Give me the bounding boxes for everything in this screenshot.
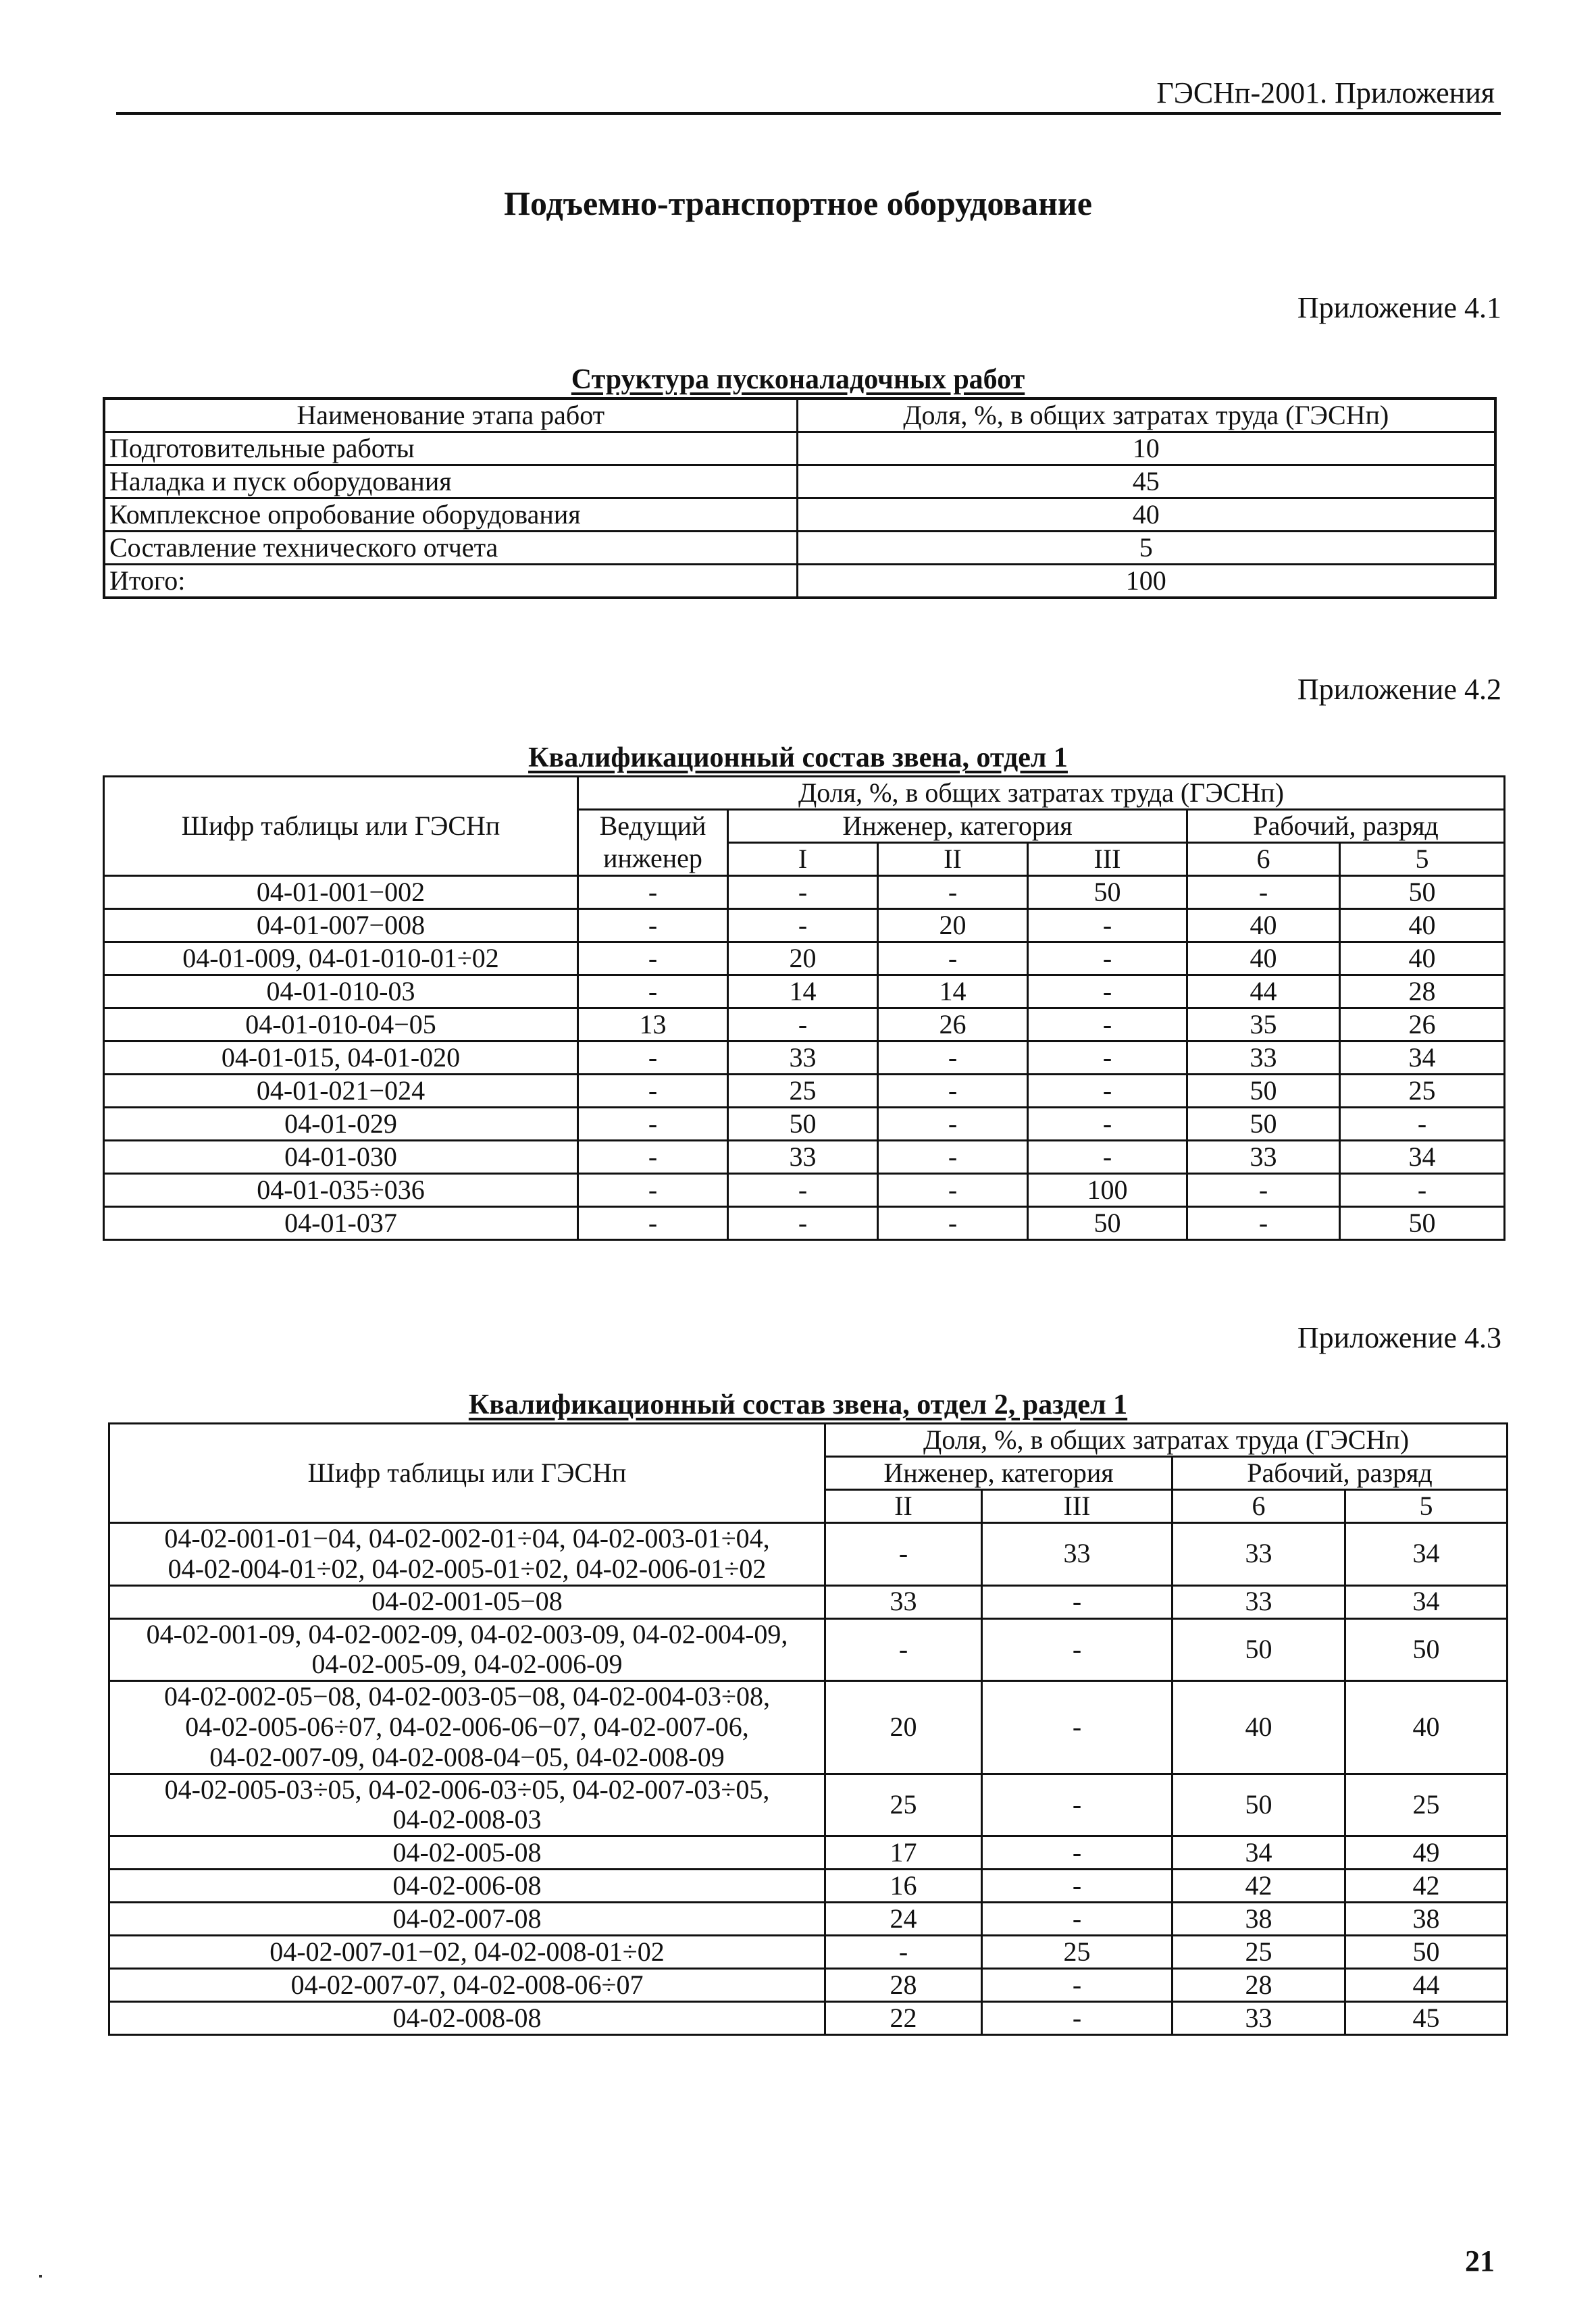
table-row bbox=[104, 565, 1495, 598]
value-cell: - bbox=[878, 876, 1028, 909]
value-cell: - bbox=[878, 942, 1028, 975]
header-cell: 5 bbox=[1340, 843, 1505, 876]
code-cell bbox=[109, 1774, 825, 1836]
table-caption-4-1: Структура пусконаладочных работ bbox=[571, 364, 1025, 395]
value-cell: - bbox=[1187, 876, 1340, 909]
value-cell: 50 bbox=[1340, 876, 1505, 909]
value-cell: 35 bbox=[1187, 1008, 1340, 1042]
value-cell: - bbox=[982, 1585, 1173, 1618]
value-cell: 17 bbox=[825, 1836, 982, 1870]
value-cell: - bbox=[982, 1870, 1173, 1903]
value-cell: 25 bbox=[1173, 1936, 1345, 1969]
value-cell: 40 bbox=[1173, 1681, 1345, 1774]
header-cell: инженер bbox=[578, 843, 728, 876]
value-cell: - bbox=[578, 909, 728, 942]
code-line: 04-02-007-09, 04-02-008-04−05, 04-02-008-09 bbox=[209, 1741, 725, 1772]
value-cell: 40 bbox=[1340, 909, 1505, 942]
header-cell: Доля, %, в общих затратах труда (ГЭСНп) bbox=[825, 1424, 1508, 1457]
code-line: 04-02-007-08 bbox=[392, 1903, 542, 1934]
header-cell: Рабочий, разряд bbox=[1187, 810, 1505, 843]
code-cell: 04-01-007−008 bbox=[104, 909, 578, 942]
value-cell: - bbox=[982, 1903, 1173, 1936]
value-cell: - bbox=[578, 876, 728, 909]
value-cell: 26 bbox=[1340, 1008, 1505, 1042]
value-cell: 50 bbox=[1340, 1207, 1505, 1240]
value-cell: 25 bbox=[728, 1075, 878, 1108]
value-cell: 44 bbox=[1187, 975, 1340, 1008]
value-cell: - bbox=[1028, 1141, 1187, 1174]
table-header-row bbox=[109, 1424, 1508, 1457]
value-cell: 33 bbox=[728, 1042, 878, 1075]
code-line: 04-02-005-06÷07, 04-02-006-06−07, 04-02-007-06, bbox=[185, 1711, 749, 1742]
value-cell: - bbox=[878, 1141, 1028, 1174]
appendix-label-4-1: Приложение 4.1 bbox=[1297, 291, 1501, 324]
table-row bbox=[104, 1075, 1505, 1108]
table-row bbox=[104, 975, 1505, 1008]
table-4-1 bbox=[103, 397, 1497, 599]
code-line: 04-02-008-03 bbox=[392, 1804, 542, 1835]
code-cell bbox=[109, 1681, 825, 1774]
value-cell: 28 bbox=[825, 1969, 982, 2002]
value-cell: - bbox=[1187, 1207, 1340, 1240]
value-cell: - bbox=[878, 1108, 1028, 1141]
header-cell: Рабочий, разряд bbox=[1173, 1457, 1508, 1490]
header-cell: II bbox=[825, 1490, 982, 1523]
table-row bbox=[109, 1618, 1508, 1681]
value-cell: - bbox=[728, 876, 878, 909]
value-cell: - bbox=[1340, 1174, 1505, 1207]
value-cell: 42 bbox=[1173, 1870, 1345, 1903]
table-row bbox=[109, 1836, 1508, 1870]
value-cell: - bbox=[982, 1969, 1173, 2002]
code-line: 04-02-005-08 bbox=[392, 1836, 542, 1868]
value-cell: - bbox=[982, 1836, 1173, 1870]
code-cell: 04-01-010-04−05 bbox=[104, 1008, 578, 1042]
value-cell: 26 bbox=[878, 1008, 1028, 1042]
value-cell: 20 bbox=[728, 942, 878, 975]
value-cell: - bbox=[878, 1042, 1028, 1075]
value-cell: - bbox=[1340, 1108, 1505, 1141]
value-cell: - bbox=[825, 1523, 982, 1586]
header-cell: II bbox=[878, 843, 1028, 876]
value-cell: - bbox=[982, 1681, 1173, 1774]
code-cell: 04-01-029 bbox=[104, 1108, 578, 1141]
value-cell: 20 bbox=[878, 909, 1028, 942]
value-cell: 50 bbox=[1028, 1207, 1187, 1240]
value-cell: - bbox=[1187, 1174, 1340, 1207]
stage-name-cell: Наладка и пуск оборудования bbox=[104, 465, 797, 498]
header-cell: Доля, %, в общих затратах труда (ГЭСНп) bbox=[578, 777, 1505, 810]
value-cell: 44 bbox=[1345, 1969, 1508, 2002]
value-cell: 50 bbox=[1187, 1075, 1340, 1108]
table-row bbox=[109, 1523, 1508, 1586]
value-cell: 50 bbox=[1187, 1108, 1340, 1141]
value-cell: 14 bbox=[728, 975, 878, 1008]
table-row bbox=[109, 1936, 1508, 1969]
value-cell: 49 bbox=[1345, 1836, 1508, 1870]
value-cell: 38 bbox=[1345, 1903, 1508, 1936]
value-cell: 24 bbox=[825, 1903, 982, 1936]
value-cell: 50 bbox=[1173, 1774, 1345, 1836]
share-cell: 5 bbox=[797, 532, 1495, 565]
value-cell: 14 bbox=[878, 975, 1028, 1008]
value-cell: - bbox=[1028, 975, 1187, 1008]
header-cell: III bbox=[1028, 843, 1187, 876]
value-cell: 25 bbox=[982, 1936, 1173, 1969]
table-caption-4-3: Квалификационный состав звена, отдел 2, раздел 1 bbox=[468, 1389, 1128, 1420]
table-row bbox=[104, 942, 1505, 975]
header-rule bbox=[116, 112, 1501, 115]
appendix-label-4-2: Приложение 4.2 bbox=[1297, 673, 1501, 706]
code-line: 04-02-001-01−04, 04-02-002-01÷04, 04-02-003-01÷04, bbox=[164, 1523, 770, 1553]
value-cell: - bbox=[578, 1174, 728, 1207]
value-cell: 34 bbox=[1340, 1141, 1505, 1174]
code-cell bbox=[109, 1618, 825, 1681]
value-cell: - bbox=[1028, 1075, 1187, 1108]
header-cell: Шифр таблицы или ГЭСНп bbox=[104, 777, 578, 876]
code-line: 04-02-008-08 bbox=[392, 2002, 542, 2033]
table-row bbox=[104, 1141, 1505, 1174]
code-cell: 04-01-021−024 bbox=[104, 1075, 578, 1108]
value-cell: 25 bbox=[825, 1774, 982, 1836]
header-cell: Ведущий bbox=[578, 810, 728, 843]
code-line: 04-02-005-09, 04-02-006-09 bbox=[311, 1649, 623, 1680]
header-cell: Шифр таблицы или ГЭСНп bbox=[109, 1424, 825, 1523]
code-cell bbox=[109, 1523, 825, 1586]
code-cell: 04-01-010-03 bbox=[104, 975, 578, 1008]
code-line: 04-02-004-01÷02, 04-02-005-01÷02, 04-02-006-01÷02 bbox=[168, 1553, 767, 1584]
value-cell: 40 bbox=[1340, 942, 1505, 975]
code-cell: 04-01-035÷036 bbox=[104, 1174, 578, 1207]
value-cell: 40 bbox=[1345, 1681, 1508, 1774]
code-line: 04-02-001-09, 04-02-002-09, 04-02-003-09, 04-02-004-09, bbox=[146, 1618, 788, 1649]
value-cell: - bbox=[578, 1075, 728, 1108]
value-cell: - bbox=[825, 1618, 982, 1681]
stage-name-cell: Подготовительные работы bbox=[104, 432, 797, 465]
value-cell: - bbox=[728, 1008, 878, 1042]
value-cell: - bbox=[1028, 1042, 1187, 1075]
value-cell: - bbox=[728, 1174, 878, 1207]
table-row bbox=[104, 1174, 1505, 1207]
value-cell: - bbox=[1028, 1108, 1187, 1141]
table-row bbox=[109, 1870, 1508, 1903]
header-cell: Наименование этапа работ bbox=[104, 398, 797, 432]
value-cell: 33 bbox=[728, 1141, 878, 1174]
code-cell bbox=[109, 2002, 825, 2035]
value-cell: 33 bbox=[1173, 1523, 1345, 1586]
value-cell: 33 bbox=[1187, 1141, 1340, 1174]
value-cell: - bbox=[578, 1141, 728, 1174]
value-cell: - bbox=[728, 1207, 878, 1240]
value-cell: 33 bbox=[982, 1523, 1173, 1586]
header-cell: I bbox=[728, 843, 878, 876]
value-cell: 28 bbox=[1340, 975, 1505, 1008]
value-cell: 20 bbox=[825, 1681, 982, 1774]
table-row bbox=[104, 909, 1505, 942]
stage-name-cell: Составление технического отчета bbox=[104, 532, 797, 565]
value-cell: 40 bbox=[1187, 909, 1340, 942]
section-title: Подъемно-транспортное оборудование bbox=[504, 184, 1092, 222]
table-row bbox=[109, 1903, 1508, 1936]
code-cell: 04-01-030 bbox=[104, 1141, 578, 1174]
value-cell: - bbox=[1028, 909, 1187, 942]
table-row bbox=[104, 1207, 1505, 1240]
value-cell: 22 bbox=[825, 2002, 982, 2035]
code-line: 04-02-002-05−08, 04-02-003-05−08, 04-02-004-03÷08, bbox=[164, 1681, 770, 1712]
table-row bbox=[104, 532, 1495, 565]
value-cell: 33 bbox=[1173, 2002, 1345, 2035]
value-cell: 40 bbox=[1187, 942, 1340, 975]
share-cell: 10 bbox=[797, 432, 1495, 465]
scan-speck bbox=[39, 2275, 42, 2278]
code-line: 04-02-007-01−02, 04-02-008-01÷02 bbox=[269, 1936, 665, 1967]
header-cell: III bbox=[982, 1490, 1173, 1523]
value-cell: 33 bbox=[1187, 1042, 1340, 1075]
value-cell: - bbox=[728, 909, 878, 942]
share-cell: 100 bbox=[797, 565, 1495, 598]
table-4-2 bbox=[103, 775, 1505, 1241]
share-cell: 40 bbox=[797, 498, 1495, 532]
header-cell: Доля, %, в общих затратах труда (ГЭСНп) bbox=[797, 398, 1495, 432]
value-cell: 50 bbox=[1345, 1618, 1508, 1681]
value-cell: - bbox=[878, 1174, 1028, 1207]
code-cell bbox=[109, 1870, 825, 1903]
running-header: ГЭСНп-2001. Приложения bbox=[1156, 76, 1495, 109]
table-row bbox=[104, 1008, 1505, 1042]
header-cell: 5 bbox=[1345, 1490, 1508, 1523]
value-cell: 100 bbox=[1028, 1174, 1187, 1207]
table-row bbox=[109, 1585, 1508, 1618]
code-line: 04-02-005-03÷05, 04-02-006-03÷05, 04-02-007-03÷05, bbox=[164, 1774, 770, 1805]
value-cell: 16 bbox=[825, 1870, 982, 1903]
value-cell: 50 bbox=[728, 1108, 878, 1141]
value-cell: - bbox=[578, 1108, 728, 1141]
value-cell: - bbox=[1028, 942, 1187, 975]
value-cell: 13 bbox=[578, 1008, 728, 1042]
code-cell bbox=[109, 1969, 825, 2002]
code-cell bbox=[109, 1836, 825, 1870]
code-cell bbox=[109, 1903, 825, 1936]
value-cell: - bbox=[578, 1207, 728, 1240]
table-header-row bbox=[104, 398, 1495, 432]
value-cell: 50 bbox=[1173, 1618, 1345, 1681]
value-cell: 33 bbox=[825, 1585, 982, 1618]
header-cell: Инженер, категория bbox=[825, 1457, 1173, 1490]
code-line: 04-02-007-07, 04-02-008-06÷07 bbox=[290, 1969, 644, 2000]
header-cell: Инженер, категория bbox=[728, 810, 1187, 843]
value-cell: - bbox=[578, 942, 728, 975]
value-cell: - bbox=[878, 1207, 1028, 1240]
code-cell: 04-01-037 bbox=[104, 1207, 578, 1240]
table-row bbox=[109, 1969, 1508, 2002]
code-cell: 04-01-001−002 bbox=[104, 876, 578, 909]
value-cell: - bbox=[578, 975, 728, 1008]
code-cell: 04-01-009, 04-01-010-01÷02 bbox=[104, 942, 578, 975]
table-row bbox=[104, 876, 1505, 909]
table-row bbox=[104, 465, 1495, 498]
table-4-3 bbox=[108, 1422, 1508, 2036]
table-header-row bbox=[104, 777, 1505, 810]
table-row bbox=[104, 1108, 1505, 1141]
code-line: 04-02-001-05−08 bbox=[371, 1586, 563, 1617]
appendix-label-4-3: Приложение 4.3 bbox=[1297, 1321, 1501, 1354]
value-cell: 33 bbox=[1173, 1585, 1345, 1618]
value-cell: 25 bbox=[1345, 1774, 1508, 1836]
table-row bbox=[104, 432, 1495, 465]
value-cell: - bbox=[578, 1042, 728, 1075]
value-cell: - bbox=[878, 1075, 1028, 1108]
value-cell: 34 bbox=[1340, 1042, 1505, 1075]
share-cell: 45 bbox=[797, 465, 1495, 498]
value-cell: 34 bbox=[1345, 1585, 1508, 1618]
table-row bbox=[109, 1774, 1508, 1836]
value-cell: 34 bbox=[1173, 1836, 1345, 1870]
code-line: 04-02-006-08 bbox=[392, 1870, 542, 1901]
value-cell: - bbox=[1028, 1008, 1187, 1042]
value-cell: 28 bbox=[1173, 1969, 1345, 2002]
header-cell: 6 bbox=[1173, 1490, 1345, 1523]
stage-name-cell: Комплексное опробование оборудования bbox=[104, 498, 797, 532]
value-cell: 34 bbox=[1345, 1523, 1508, 1586]
value-cell: - bbox=[982, 2002, 1173, 2035]
table-row bbox=[104, 498, 1495, 532]
value-cell: 42 bbox=[1345, 1870, 1508, 1903]
code-cell bbox=[109, 1936, 825, 1969]
table-row bbox=[109, 2002, 1508, 2035]
table-row bbox=[104, 1042, 1505, 1075]
value-cell: 45 bbox=[1345, 2002, 1508, 2035]
value-cell: 50 bbox=[1345, 1936, 1508, 1969]
value-cell: - bbox=[825, 1936, 982, 1969]
table-caption-4-2: Квалификационный состав звена, отдел 1 bbox=[528, 742, 1068, 773]
stage-name-cell: Итого: bbox=[104, 565, 797, 598]
value-cell: 38 bbox=[1173, 1903, 1345, 1936]
table-row bbox=[109, 1681, 1508, 1774]
value-cell: - bbox=[982, 1618, 1173, 1681]
value-cell: - bbox=[982, 1774, 1173, 1836]
value-cell: 50 bbox=[1028, 876, 1187, 909]
code-cell bbox=[109, 1585, 825, 1618]
value-cell: 25 bbox=[1340, 1075, 1505, 1108]
code-cell: 04-01-015, 04-01-020 bbox=[104, 1042, 578, 1075]
header-cell: 6 bbox=[1187, 843, 1340, 876]
page-number: 21 bbox=[1465, 2244, 1495, 2278]
